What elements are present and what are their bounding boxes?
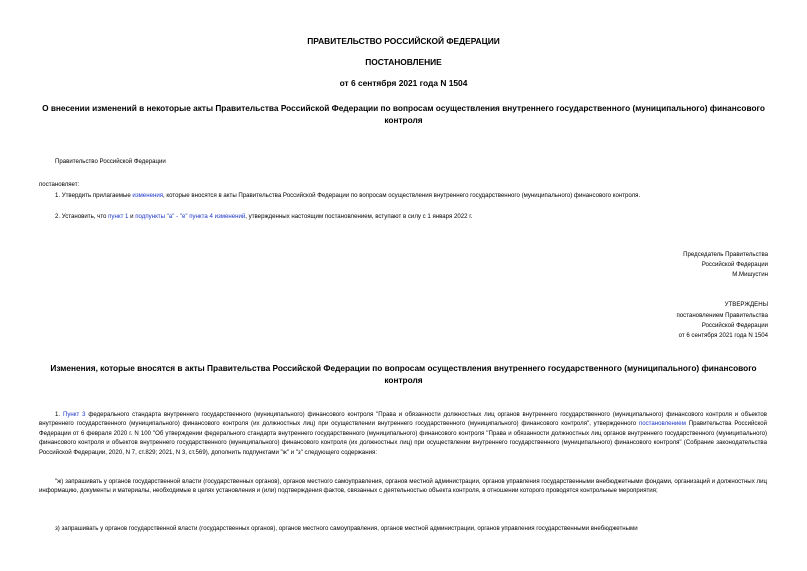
item-2-link-changes[interactable]: изменений bbox=[214, 213, 246, 220]
paragraph-1-text-1: федерального стандарта внутреннего государственного (муниципального) финансового контроля "Права и обязанности должностных лиц органов внутреннего государственного (муниципального) финансового контроля и объектов внутреннего государственного (муниципального) финансового контроля (их должностных лиц) при осуществлении внутреннего государственного (муниципального) финансового контроля", утвержденного bbox=[39, 411, 768, 428]
changes-paragraph-3: з) запрашивать у органов государственной власти (государственных органов), органов местного самоуправления, органов местной администрации, органов управления государственными внебюджетными bbox=[55, 525, 638, 532]
item-2 bbox=[55, 212, 472, 221]
paragraph-1-text-2: Правительства Российской Федерации от 6 февраля 2020 г. N 100 "Об утверждении федерального стандарта внутреннего государственного (муниципального) финансового контроля "Права и обязанности должностных лиц органов внутреннего государственного (муниципального) финансового контроля и объектов внутреннего государственного (муниципального) финансового контроля (их должностных лиц) при осуществлении внутреннего государственного (муниципального) финансового контроля" (Собрание законодательства Российской Федерации, 2020, N 7, ст.829; 2021, N 3, ст.569), дополнить подпунктами "ж" и "з" следующего содержания: bbox=[39, 420, 767, 456]
changes-paragraph-2: "ж) запрашивать у органов государственной власти (государственных органов), органов местного самоуправления, органов местной администрации, органов управления государственными внебюджетными фондами, организаций и должностных лиц информацию, документы и материалы, необходимые в целях установления и (или) подтверждения фактов, связанных с деятельностью объекта контроля, в отношении которого проводятся контрольные мероприятия; bbox=[39, 478, 767, 495]
changes-title: Изменения, которые вносятся в акты Правительства Российской Федерации по вопросам осуществления внутреннего государственного (муниципального) финансового контроля bbox=[50, 363, 757, 385]
approval-country: Российской Федерации bbox=[701, 322, 768, 329]
item-2-pre: 2. Установить, что bbox=[55, 213, 109, 220]
document-title: О внесении изменений в некоторые акты Правительства Российской Федерации по вопросам осуществления внутреннего государственного (муниципального) финансового контроля bbox=[42, 103, 765, 125]
resolution-link[interactable]: постановлением bbox=[638, 420, 686, 428]
signature-position: Председатель Правительства bbox=[683, 251, 768, 258]
item-1-post: , которые вносятся в акты Правительства Российской Федерации по вопросам осуществления внутреннего государственного (муниципального) финансового контроля. bbox=[163, 192, 641, 199]
document-date-number: от 6 сентября 2021 года N 1504 bbox=[339, 78, 468, 88]
item-2-link-point-1[interactable]: пункт 1 bbox=[108, 213, 129, 220]
point-3-link[interactable]: Пункт 3 bbox=[62, 411, 86, 418]
changes-paragraph-1 bbox=[39, 410, 767, 457]
item-1-link-changes[interactable]: изменения bbox=[132, 192, 164, 199]
document-type-heading: ПОСТАНОВЛЕНИЕ bbox=[365, 57, 442, 67]
item-1-pre: 1. Утвердить прилагаемые bbox=[55, 192, 133, 199]
approval-by: постановлением Правительства bbox=[676, 312, 768, 319]
item-1 bbox=[55, 191, 640, 200]
approval-heading: УТВЕРЖДЕНЫ bbox=[724, 301, 768, 308]
resolves-text: постановляет: bbox=[39, 181, 80, 188]
approval-date: от 6 сентября 2021 года N 1504 bbox=[678, 332, 768, 339]
government-heading: ПРАВИТЕЛЬСТВО РОССИЙСКОЙ ФЕДЕРАЦИИ bbox=[307, 36, 500, 46]
signature-country: Российской Федерации bbox=[701, 261, 768, 268]
signature-name: М.Мишустин bbox=[732, 271, 768, 278]
item-2-post: , утвержденных настоящим постановлением, вступают в силу с 1 января 2022 г. bbox=[245, 213, 473, 220]
item-2-link-subpoints[interactable]: подпункты "а" - "е" пункта 4 bbox=[135, 213, 213, 220]
paragraph-1-pre: 1. bbox=[55, 411, 63, 418]
item-2-mid-1: и bbox=[128, 213, 136, 220]
issuer-text: Правительство Российской Федерации bbox=[55, 158, 166, 165]
